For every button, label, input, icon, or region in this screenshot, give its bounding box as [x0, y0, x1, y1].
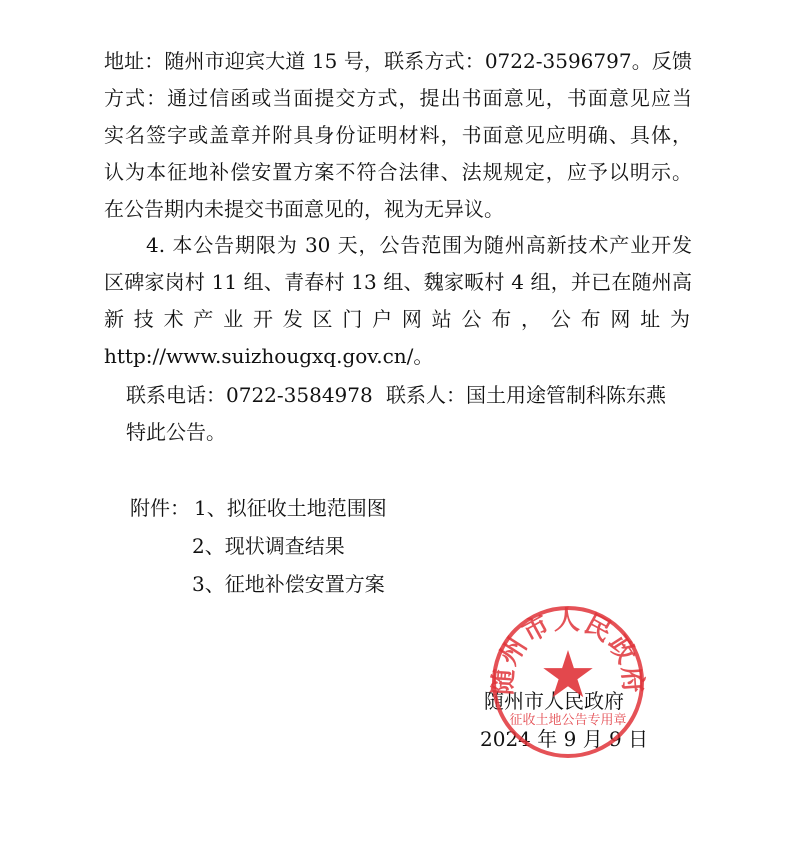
body-text-line: 在公告期内未提交书面意见的，视为无异议。: [104, 197, 504, 221]
contact-phone: 联系电话：0722-3584978: [126, 383, 373, 407]
body-text-line: 4. 本公告期限为 30 天，公告范围为随州高新技术产业开发: [146, 233, 692, 257]
official-seal-icon: [488, 602, 648, 762]
body-text-line: 认为本征地补偿安置方案不符合法律、法规规定，应予以明示。: [104, 160, 692, 184]
svg-text:征收土地公告专用章: 征收土地公告专用章: [509, 713, 627, 728]
issue-date: 2024 年 9 月 9 日: [480, 727, 649, 751]
url-text-line: http://www.suizhougxq.gov.cn/。: [104, 344, 434, 368]
attachments-label: 附件：: [130, 496, 190, 520]
body-text-line: 地址：随州市迎宾大道 15 号，联系方式：0722-3596797。反馈: [104, 49, 692, 73]
contact-person: 联系人：国土用途管制科陈东燕: [386, 383, 666, 407]
notice-end: 特此公告。: [126, 420, 226, 444]
issuer-name: 随州市人民政府: [484, 689, 624, 713]
body-text-line: 实名签字或盖章并附具身份证明材料，书面意见应明确、具体，: [104, 123, 692, 147]
svg-text:随州市人民政府: 随州市人民政府: [488, 606, 648, 696]
body-text-line: 方式：通过信函或当面提交方式，提出书面意见，书面意见应当: [104, 86, 692, 110]
attachment-item: 2、现状调查结果: [192, 534, 345, 558]
attachment-item: 3、征地补偿安置方案: [192, 572, 385, 596]
attachment-item: 1、拟征收土地范围图: [194, 496, 387, 520]
body-text-line: 区碑家岗村 11 组、青春村 13 组、魏家畈村 4 组，并已在随州高: [104, 270, 692, 294]
body-text-line: 新技术产业开发区门户网站公布，公布网址为: [104, 307, 692, 331]
